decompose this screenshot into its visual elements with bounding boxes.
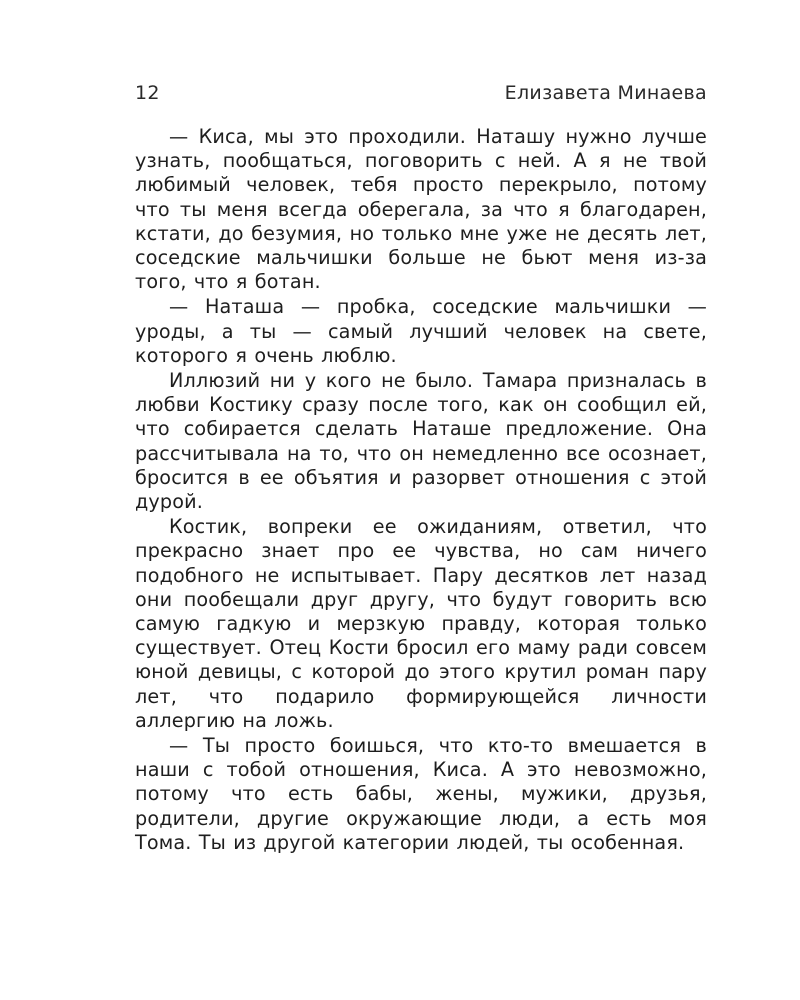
paragraph: — Ты просто боишься, что кто-то вмешается в наши с тобой отношения, Киса. А это невозможно, потому что есть бабы, жены, мужики, друзья, родители, другие окружающие люди, а есть моя Тома. Ты из другой категории людей, ты особенная.: [135, 734, 707, 854]
text-body: [135, 125, 707, 855]
running-header: [135, 82, 707, 110]
book-page: [135, 82, 707, 855]
author-name: Елизавета Минаева: [504, 82, 707, 104]
page-number: 12: [135, 82, 160, 104]
paragraph: Костик, вопреки ее ожиданиям, ответил, что прекрасно знает про ее чувства, но сам ничего подобного не испытывает. Пару десятков лет назад они пообещали друг другу, что будут говорить всю самую гадкую и мерзкую правду, которая только существует. Отец Кости бросил его маму ради совсем юной девицы, с которой до этого крутил роман пару лет, что подарило формирующейся личности аллергию на ложь.: [135, 515, 707, 732]
paragraph: — Киса, мы это проходили. Наташу нужно лучше узнать, пообщаться, поговорить с ней. А я не твой любимый человек, тебя просто перекрыло, потому что ты меня всегда оберегала, за что я благодарен, кстати, до безумия, но только мне уже не десять лет, соседские мальчишки больше не бьют меня из-за того, что я ботан.: [135, 125, 707, 294]
paragraph: Иллюзий ни у кого не было. Тамара призналась в любви Костику сразу после того, как он сообщил ей, что собирается сделать Наташе предложение. Она рассчитывала на то, что он немедленно все осознает, бросится в ее объятия и разорвет отношения с этой дурой.: [135, 369, 707, 514]
paragraph: — Наташа — пробка, соседские мальчишки — уроды, а ты — самый лучший человек на свете, которого я очень люблю.: [135, 295, 707, 367]
